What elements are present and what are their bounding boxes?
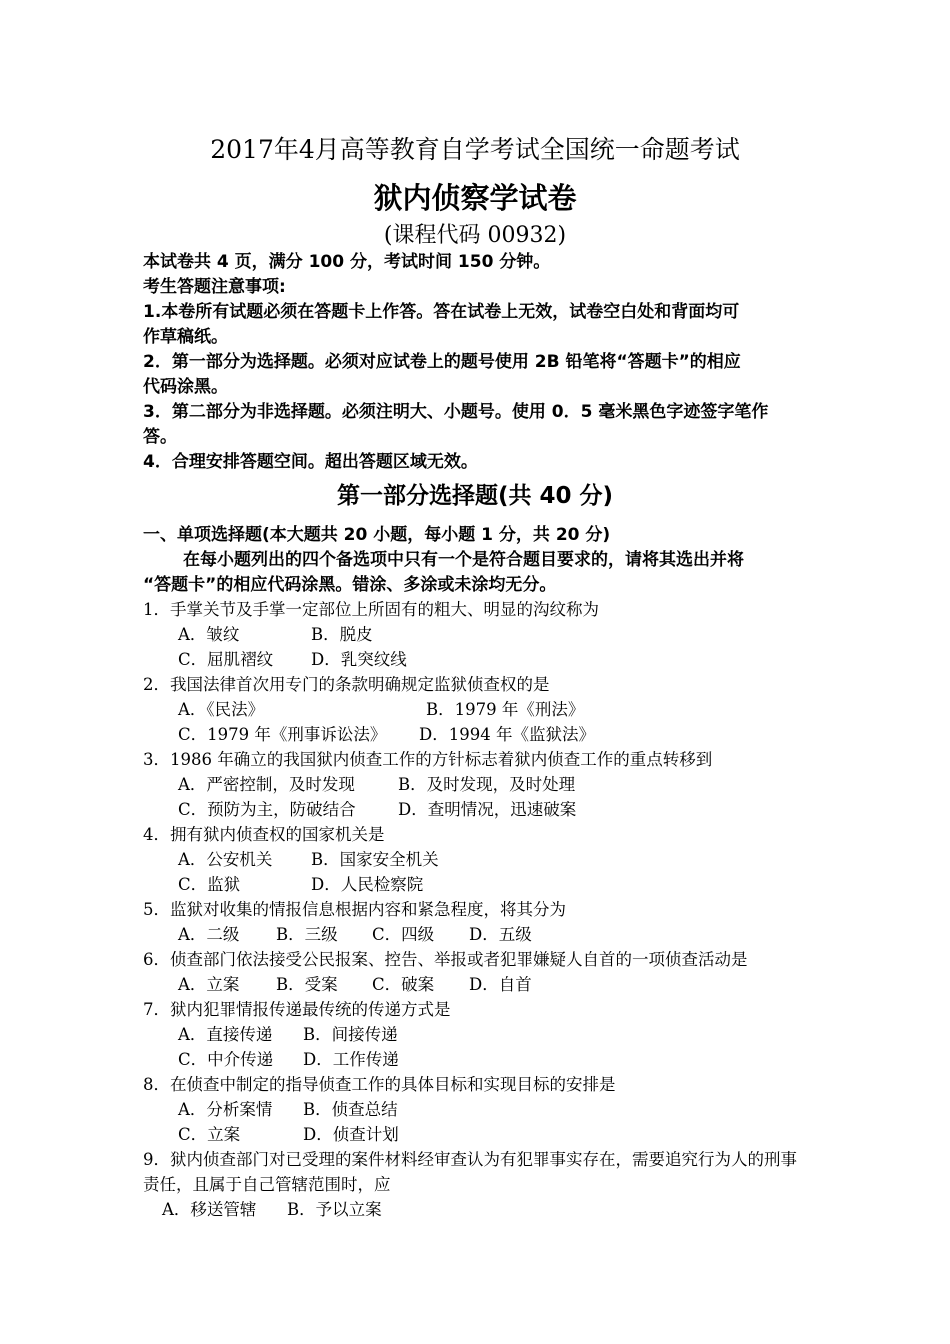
subject-title: 狱内侦察学试卷 xyxy=(373,181,577,215)
notice-item-2a: 2．第一部分为选择题。必须对应试卷上的题号使用 2B 铅笔将“答题卡”的相应 xyxy=(143,352,741,372)
question-5-option-c: C．四级 xyxy=(372,925,435,944)
question-7-option-b: B．间接传递 xyxy=(303,1025,398,1044)
question-4-option-a: A．公安机关 xyxy=(178,850,273,869)
question-4-option-b: B．国家安全机关 xyxy=(311,850,439,869)
question-1-stem: 1．手掌关节及手掌一定部位上所固有的粗大、明显的沟纹称为 xyxy=(143,600,599,619)
notice-item-3b: 答。 xyxy=(143,427,177,447)
question-3-stem: 3．1986 年确立的我国狱内侦查工作的方针标志着狱内侦查工作的重点转移到 xyxy=(143,750,713,769)
question-6-stem: 6．侦查部门依法接受公民报案、控告、举报或者犯罪嫌疑人自首的一项侦查活动是 xyxy=(143,950,748,969)
notice-item-4: 4．合理安排答题空间。超出答题区域无效。 xyxy=(143,452,478,472)
question-2-option-a: A．《民法》 xyxy=(178,700,265,719)
course-code: (课程代码 00932) xyxy=(383,223,567,248)
question-3-option-d: D．查明情况，迅速破案 xyxy=(398,800,577,819)
question-7-option-d: D．工作传递 xyxy=(303,1050,399,1069)
question-8-stem: 8．在侦查中制定的指导侦查工作的具体目标和实现目标的安排是 xyxy=(143,1075,616,1094)
question-6-option-b: B．受案 xyxy=(276,975,338,994)
question-5-option-b: B．三级 xyxy=(276,925,338,944)
section-instruction-a: 在每小题列出的四个备选项中只有一个是符合题目要求的，请将其选出并将 xyxy=(183,550,744,570)
question-1-option-c: C．屈肌褶纹 xyxy=(178,650,274,669)
part1-title: 第一部分选择题(共 40 分) xyxy=(336,483,614,509)
section-heading: 一、单项选择题(本大题共 20 小题，每小题 1 分，共 20 分) xyxy=(143,525,611,545)
question-9-option-b: B．予以立案 xyxy=(287,1200,382,1219)
question-9-stem: 9．狱内侦查部门对已受理的案件材料经审查认为有犯罪事实存在，需要追究行为人的刑事 xyxy=(143,1150,797,1169)
question-7-option-a: A．直接传递 xyxy=(178,1025,273,1044)
question-2-option-d: D．1994 年《监狱法》 xyxy=(419,725,595,744)
question-6-option-d: D．自首 xyxy=(469,975,532,994)
question-8-option-b: B．侦查总结 xyxy=(303,1100,398,1119)
question-2-option-c: C．1979 年《刑事诉讼法》 xyxy=(178,725,387,744)
question-6-option-c: C．破案 xyxy=(372,975,435,994)
notice-heading: 考生答题注意事项: xyxy=(143,277,286,297)
question-3-option-b: B．及时发现，及时处理 xyxy=(398,775,576,794)
question-2-stem: 2．我国法律首次用专门的条款明确规定监狱侦查权的是 xyxy=(143,675,550,694)
question-4-option-c: C．监狱 xyxy=(178,875,241,894)
notice-summary: 本试卷共 4 页，满分 100 分，考试时间 150 分钟。 xyxy=(143,252,551,272)
question-1-option-d: D．乳突纹线 xyxy=(311,650,407,669)
notice-item-1a: 1.本卷所有试题必须在答题卡上作答。答在试卷上无效，试卷空白处和背面均可 xyxy=(143,302,740,322)
question-1-option-a: A．皱纹 xyxy=(178,625,240,644)
notice-item-1b: 作草稿纸。 xyxy=(143,327,228,347)
question-5-option-a: A．二级 xyxy=(178,925,240,944)
notice-item-3a: 3．第二部分为非选择题。必须注明大、小题号。使用 0．5 毫米黑色字迹签字笔作 xyxy=(143,402,769,422)
question-3-option-c: C．预防为主，防破结合 xyxy=(178,800,356,819)
question-4-option-d: D．人民检察院 xyxy=(311,875,424,894)
question-5-option-d: D．五级 xyxy=(469,925,532,944)
question-4-stem: 4．拥有狱内侦查权的国家机关是 xyxy=(143,825,385,844)
question-9-option-a: A．移送管辖 xyxy=(162,1200,257,1219)
question-1-option-b: B．脱皮 xyxy=(311,625,373,644)
section-instruction-b: “答题卡”的相应代码涂黑。错涂、多涂或未涂均无分。 xyxy=(143,575,557,595)
question-8-option-d: D．侦查计划 xyxy=(303,1125,399,1144)
notice-item-2b: 代码涂黑。 xyxy=(143,377,228,397)
question-5-stem: 5．监狱对收集的情报信息根据内容和紧急程度，将其分为 xyxy=(143,900,566,919)
question-8-option-c: C．立案 xyxy=(178,1125,241,1144)
question-8-option-a: A．分析案情 xyxy=(178,1100,273,1119)
question-7-option-c: C．中介传递 xyxy=(178,1050,274,1069)
question-7-stem: 7．狱内犯罪情报传递最传统的传递方式是 xyxy=(143,1000,451,1019)
question-3-option-a: A．严密控制，及时发现 xyxy=(178,775,355,794)
question-2-option-b: B．1979 年《刑法》 xyxy=(426,700,585,719)
question-6-option-a: A．立案 xyxy=(178,975,240,994)
question-9-stem-continued: 责任，且属于自己管辖范围时，应 xyxy=(143,1175,391,1194)
exam-title: 2017年4月高等教育自学考试全国统一命题考试 xyxy=(210,135,740,164)
